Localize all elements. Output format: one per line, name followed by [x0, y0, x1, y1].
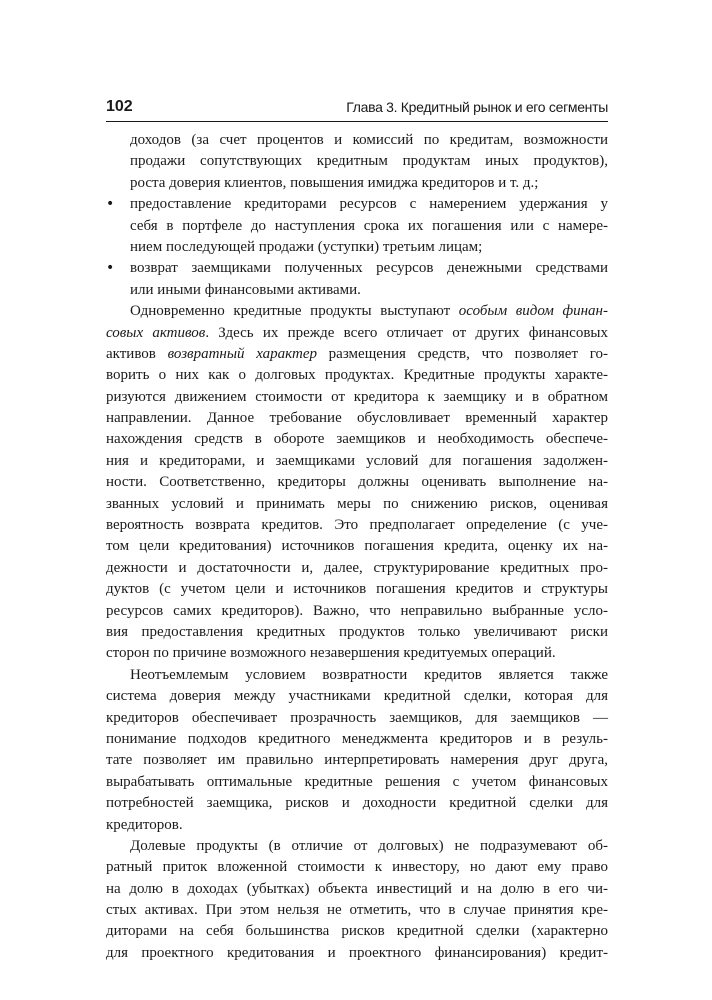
text-line: тате позволяет им правильно интерпретировать намерения друг друга, [106, 752, 608, 769]
text-line: нахождения средств в обороте заемщиков и необходимость обеспече- [106, 431, 608, 448]
text-line: нием последующей продажи (уступки) третьим лицам; [130, 238, 483, 255]
text-line: кредиторов. [106, 816, 183, 833]
text-line: Долевые продукты (в отличие от долговых) не подразумевают об- [130, 837, 608, 854]
paragraph [106, 836, 608, 964]
page-body [106, 130, 608, 964]
text-line: том цели кредитования) источников погашения кредита, оценку их на- [106, 538, 608, 555]
text-line: диторами на себя большинства рисков кредитной сделки (характерно [106, 923, 608, 940]
text-line: для проектного кредитования и проектного финансирования) кредит- [106, 944, 608, 961]
text-line: кредиторов обеспечивает прозрачность заемщиков, для заемщиков — [106, 709, 608, 726]
bullet-item [106, 258, 608, 301]
text-line: понимание подходов кредитного менеджмента кредиторов и в резуль- [106, 730, 608, 747]
paragraph [106, 665, 608, 836]
text-line: предоставление кредиторами ресурсов с намерением удержания у [130, 196, 608, 213]
text-line: направлении. Данное требование обусловливает временный характер [106, 410, 608, 427]
text-line: себя в портфеле до наступления срока их погашения или с намере- [130, 217, 608, 234]
emphasis: возвратный характер [167, 345, 317, 362]
running-header [106, 97, 608, 122]
text-line: или иными финансовыми активами. [130, 281, 361, 298]
text-line: роста доверия клиентов, повышения имиджа кредиторов и т. д.; [130, 174, 539, 191]
text-line: ратный приток вложенной стоимости к инвестору, но дают ему право [106, 859, 608, 876]
continuation-text [106, 130, 608, 194]
running-title: Глава 3. Кредитный рынок и его сегменты [346, 99, 608, 115]
text-line: ворить о них как о долговых продуктах. Кредитные продукты характе- [106, 367, 608, 384]
text-line: званных условий и принимать меры по снижению рисков, оценивая [106, 495, 608, 512]
page-number: 102 [106, 98, 133, 115]
text-line: доходов (за счет процентов и комиссий по кредитам, возможности [130, 132, 608, 148]
text-line: вия предоставления кредитных продуктов только увеличивают риски [106, 623, 608, 640]
text-line: ности. Соответственно, кредиторы должны оценивать выполнение на- [106, 474, 608, 491]
text-line: потребностей заемщика, рисков и доходности кредитной сделки для [106, 795, 608, 812]
paragraph [106, 301, 608, 665]
text-line: вероятность возврата кредитов. Это предполагает определение (с уче- [106, 517, 608, 534]
text-line: сторон по причине возможного незавершения кредитуемых операций. [106, 645, 556, 662]
bullet-item [106, 194, 608, 258]
text-line: продажи сопутствующих кредитным продуктам иных продуктов), [130, 153, 608, 170]
text-line: активов возвратный характер размещения средств, что позволяет го- [106, 345, 608, 362]
bullet-icon: • [106, 260, 115, 277]
text-line: дежности и достаточности и, далее, структурирование кредитных про- [106, 559, 608, 576]
text-line: совых активов. Здесь их прежде всего отличает от других финансовых [106, 324, 608, 341]
text-line: ризуются движением стоимости от кредитора к заемщику и в обратном [106, 388, 608, 405]
text-line: на долю в доходах (убытках) объекта инвестиций и на долю в его чи- [106, 880, 608, 897]
text-line: возврат заемщиками полученных ресурсов денежными средствами [130, 260, 608, 277]
text-line: дуктов (с учетом цели и источников погашения кредитов и структуры [106, 581, 608, 598]
text-line: стых активах. При этом нельзя не отметить, что в случае принятия кре- [106, 902, 608, 919]
text-line: Неотъемлемым условием возвратности кредитов является также [130, 666, 608, 683]
text-line: вырабатывать оптимальные кредитные решения с учетом финансовых [106, 773, 608, 790]
emphasis: особым видом финан- [458, 303, 608, 320]
emphasis: совых активов [106, 324, 206, 341]
bullet-icon: • [106, 196, 115, 213]
text-line: ресурсов самих кредиторов). Важно, что неправильно выбранные усло- [106, 602, 608, 619]
text-line: система доверия между участниками кредитной сделки, которая для [106, 688, 608, 705]
text-line: ния и кредиторами, и заемщиками условий для погашения задолжен- [106, 452, 608, 469]
text-line: Одновременно кредитные продукты выступают особым видом финан- [130, 303, 608, 320]
